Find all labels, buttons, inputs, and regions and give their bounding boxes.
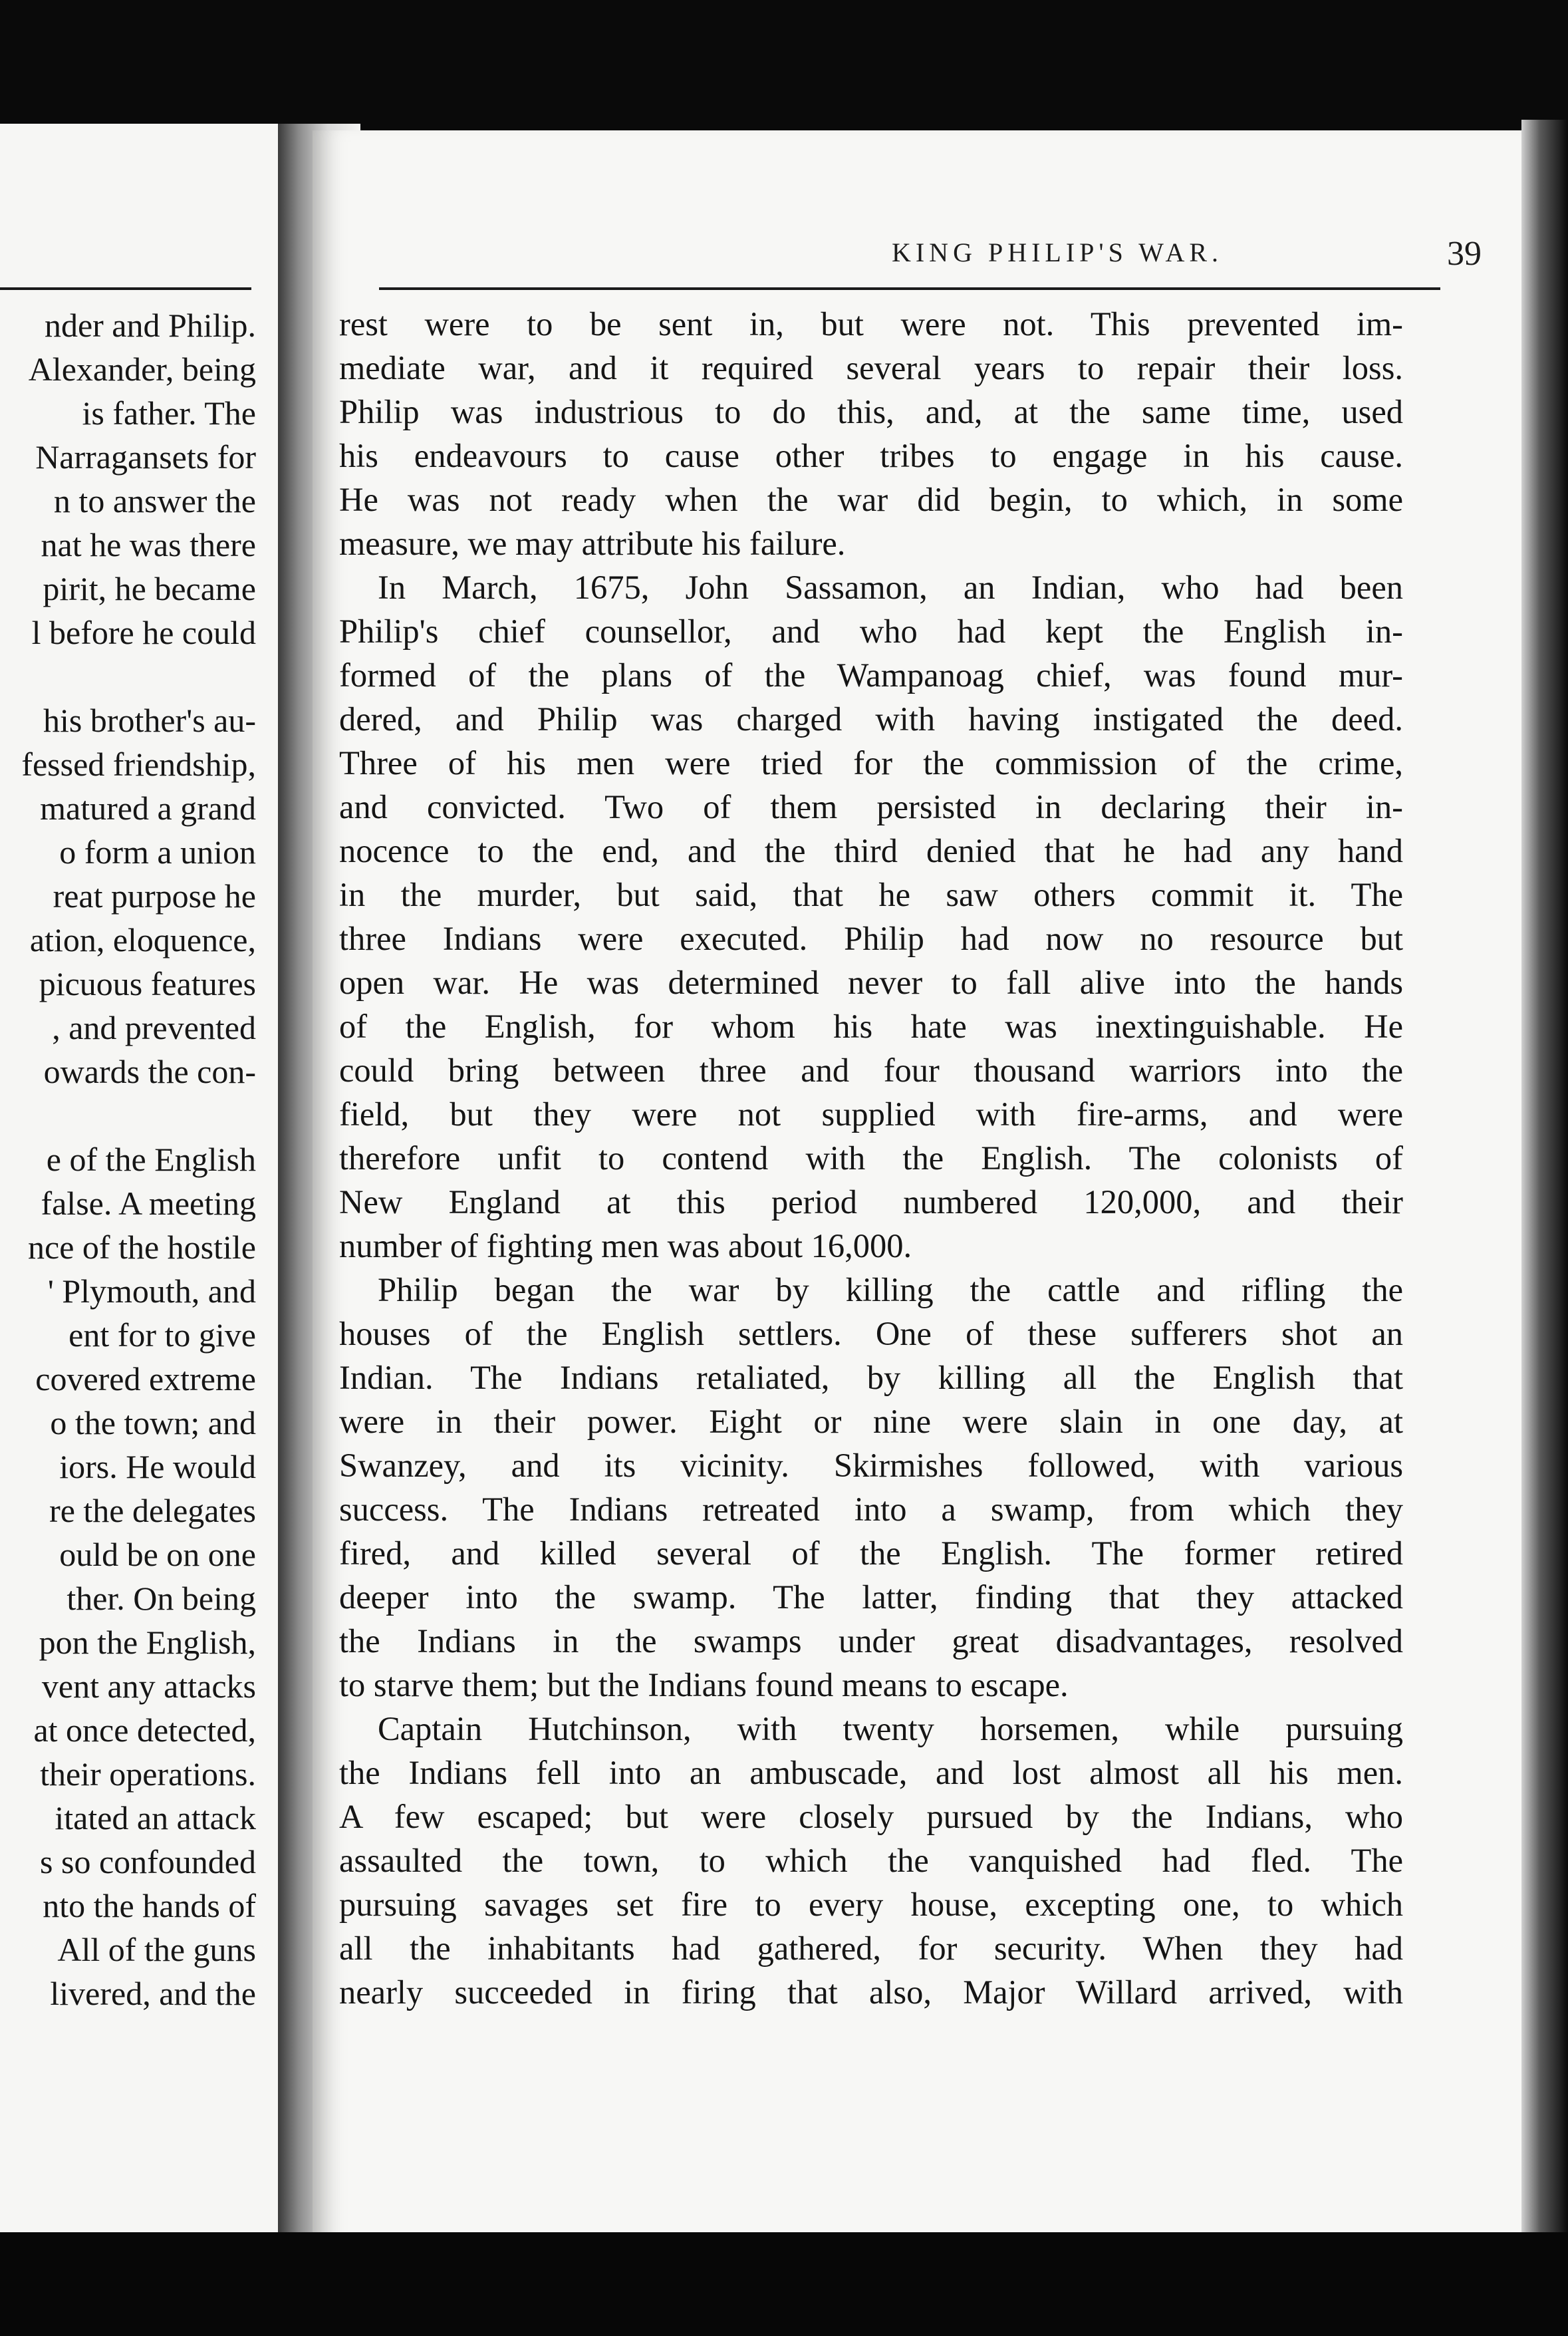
text-line: the Indians in the swamps under great disadvantages, resolved — [339, 1622, 1403, 1660]
text-line: number of fighting men was about 16,000. — [339, 1227, 912, 1264]
left-line: All of the guns — [57, 1931, 256, 1968]
left-line: o the town; and — [50, 1404, 256, 1441]
left-line: covered extreme — [35, 1360, 256, 1397]
text-line: pursuing savages set fire to every house, excepting one, to which — [339, 1886, 1403, 1923]
left-line: s so confounded — [40, 1843, 256, 1880]
text-line: all the inhabitants had gathered, for security. When they had — [339, 1930, 1403, 1967]
text-line: open war. He was determined never to fall alive into the hands — [339, 964, 1403, 1001]
page-number: 39 — [1447, 235, 1482, 273]
head-rule — [379, 287, 1440, 290]
text-line: mediate war, and it required several years to repair their loss. — [339, 349, 1403, 386]
left-line: re the delegates — [49, 1492, 256, 1529]
text-line: his endeavours to cause other tribes to engage in his cause. — [339, 437, 1403, 474]
paragraph-gap — [0, 655, 256, 698]
text-line: in the murder, but said, that he saw others commit it. The — [339, 876, 1403, 913]
left-line: ther. On being — [66, 1580, 256, 1617]
left-line: reat purpose he — [53, 877, 256, 915]
text-line: the Indians fell into an ambuscade, and lost almost all his men. — [339, 1754, 1403, 1791]
left-line: nto the hands of — [43, 1887, 256, 1924]
text-line: nocence to the end, and the third denied that he had any hand — [339, 832, 1403, 869]
left-line: ation, eloquence, — [29, 921, 256, 958]
left-line: pon the English, — [39, 1624, 256, 1661]
text-line: rest were to be sent in, but were not. This prevented im- — [339, 305, 1403, 343]
text-line: Indian. The Indians retaliated, by killing all the English that — [339, 1359, 1403, 1396]
left-line: n to answer the — [53, 482, 256, 519]
left-line: owards the con- — [43, 1053, 256, 1090]
left-line: his brother's au- — [43, 702, 256, 739]
scan-bottom-border — [0, 2232, 1568, 2336]
text-line: Philip's chief counsellor, and who had kept the English in- — [339, 613, 1403, 650]
left-line: vent any attacks — [41, 1668, 256, 1705]
text-line: Swanzey, and its vicinity. Skirmishes followed, with various — [339, 1447, 1403, 1484]
left-line: nce of the hostile — [28, 1229, 256, 1266]
text-line: success. The Indians retreated into a swamp, from which they — [339, 1491, 1403, 1528]
running-head: KING PHILIP'S WAR. — [891, 237, 1224, 267]
text-line: A few escaped; but were closely pursued by the Indians, who — [339, 1798, 1403, 1835]
paragraph-gap — [0, 1094, 256, 1137]
left-line: Narragansets for — [35, 438, 256, 476]
page-edge-shadow — [1521, 120, 1568, 2248]
left-line: iors. He would — [59, 1448, 256, 1485]
text-line: and convicted. Two of them persisted in declaring their in- — [339, 788, 1403, 825]
left-page-head-rule — [0, 287, 251, 290]
text-line: Captain Hutchinson, with twenty horsemen, while pursuing — [378, 1710, 1403, 1747]
text-line: field, but they were not supplied with fire-arms, and were — [339, 1095, 1403, 1133]
text-line: were in their power. Eight or nine were slain in one day, at — [339, 1403, 1403, 1440]
left-line: picuous features — [39, 965, 256, 1002]
left-line: nder and Philip. — [44, 307, 256, 344]
left-line: , and prevented — [52, 1009, 256, 1046]
left-line: their operations. — [40, 1755, 256, 1793]
text-line: Philip was industrious to do this, and, at the same time, used — [339, 393, 1403, 430]
right-page — [313, 130, 1521, 2248]
text-line: fired, and killed several of the English. The former retired — [339, 1534, 1403, 1572]
text-line: He was not ready when the war did begin, to which, in some — [339, 481, 1403, 518]
text-line: New England at this period numbered 120,000, and their — [339, 1183, 1403, 1221]
text-line: could bring between three and four thousand warriors into the — [339, 1052, 1403, 1089]
left-line: ' Plymouth, and — [47, 1272, 256, 1310]
text-line: In March, 1675, John Sassamon, an Indian, who had been — [378, 569, 1403, 606]
text-line: deeper into the swamp. The latter, finding that they attacked — [339, 1578, 1403, 1616]
text-line: formed of the plans of the Wampanoag chief, was found mur- — [339, 657, 1403, 694]
text-line: dered, and Philip was charged with having instigated the deed. — [339, 700, 1403, 738]
text-line: Philip began the war by killing the cattle and rifling the — [378, 1271, 1403, 1308]
text-line: houses of the English settlers. One of these sufferers shot an — [339, 1315, 1403, 1352]
left-line: ould be on one — [59, 1536, 256, 1573]
text-line: to starve them; but the Indians found means to escape. — [339, 1666, 1069, 1703]
left-line: at once detected, — [33, 1711, 256, 1749]
text-line: assaulted the town, to which the vanquished had fled. The — [339, 1842, 1403, 1879]
left-line: l before he could — [31, 614, 256, 651]
left-line: itated an attack — [55, 1799, 256, 1836]
body-text — [339, 302, 1403, 2014]
left-page-text — [0, 303, 256, 2015]
text-line: three Indians were executed. Philip had now no resource but — [339, 920, 1403, 957]
left-line: matured a grand — [40, 790, 256, 827]
text-line: measure, we may attribute his failure. — [339, 525, 846, 562]
left-line: pirit, he became — [43, 570, 256, 607]
left-line: fessed friendship, — [21, 746, 256, 783]
text-line: Three of his men were tried for the commission of the crime, — [339, 744, 1403, 782]
left-line: false. A meeting — [41, 1185, 256, 1222]
left-page — [0, 124, 287, 2232]
text-line: nearly succeeded in firing that also, Major Willard arrived, with — [339, 1973, 1403, 2011]
text-line: of the English, for whom his hate was inextinguishable. He — [339, 1008, 1403, 1045]
left-line: Alexander, being — [28, 351, 256, 388]
left-line: nat he was there — [41, 526, 256, 563]
text-line: therefore unfit to contend with the English. The colonists of — [339, 1139, 1403, 1177]
left-line: is father. The — [82, 394, 256, 432]
left-line: e of the English — [46, 1141, 256, 1178]
left-line: livered, and the — [50, 1975, 256, 2012]
left-line: o form a union — [59, 833, 256, 871]
left-line: ent for to give — [68, 1316, 256, 1354]
